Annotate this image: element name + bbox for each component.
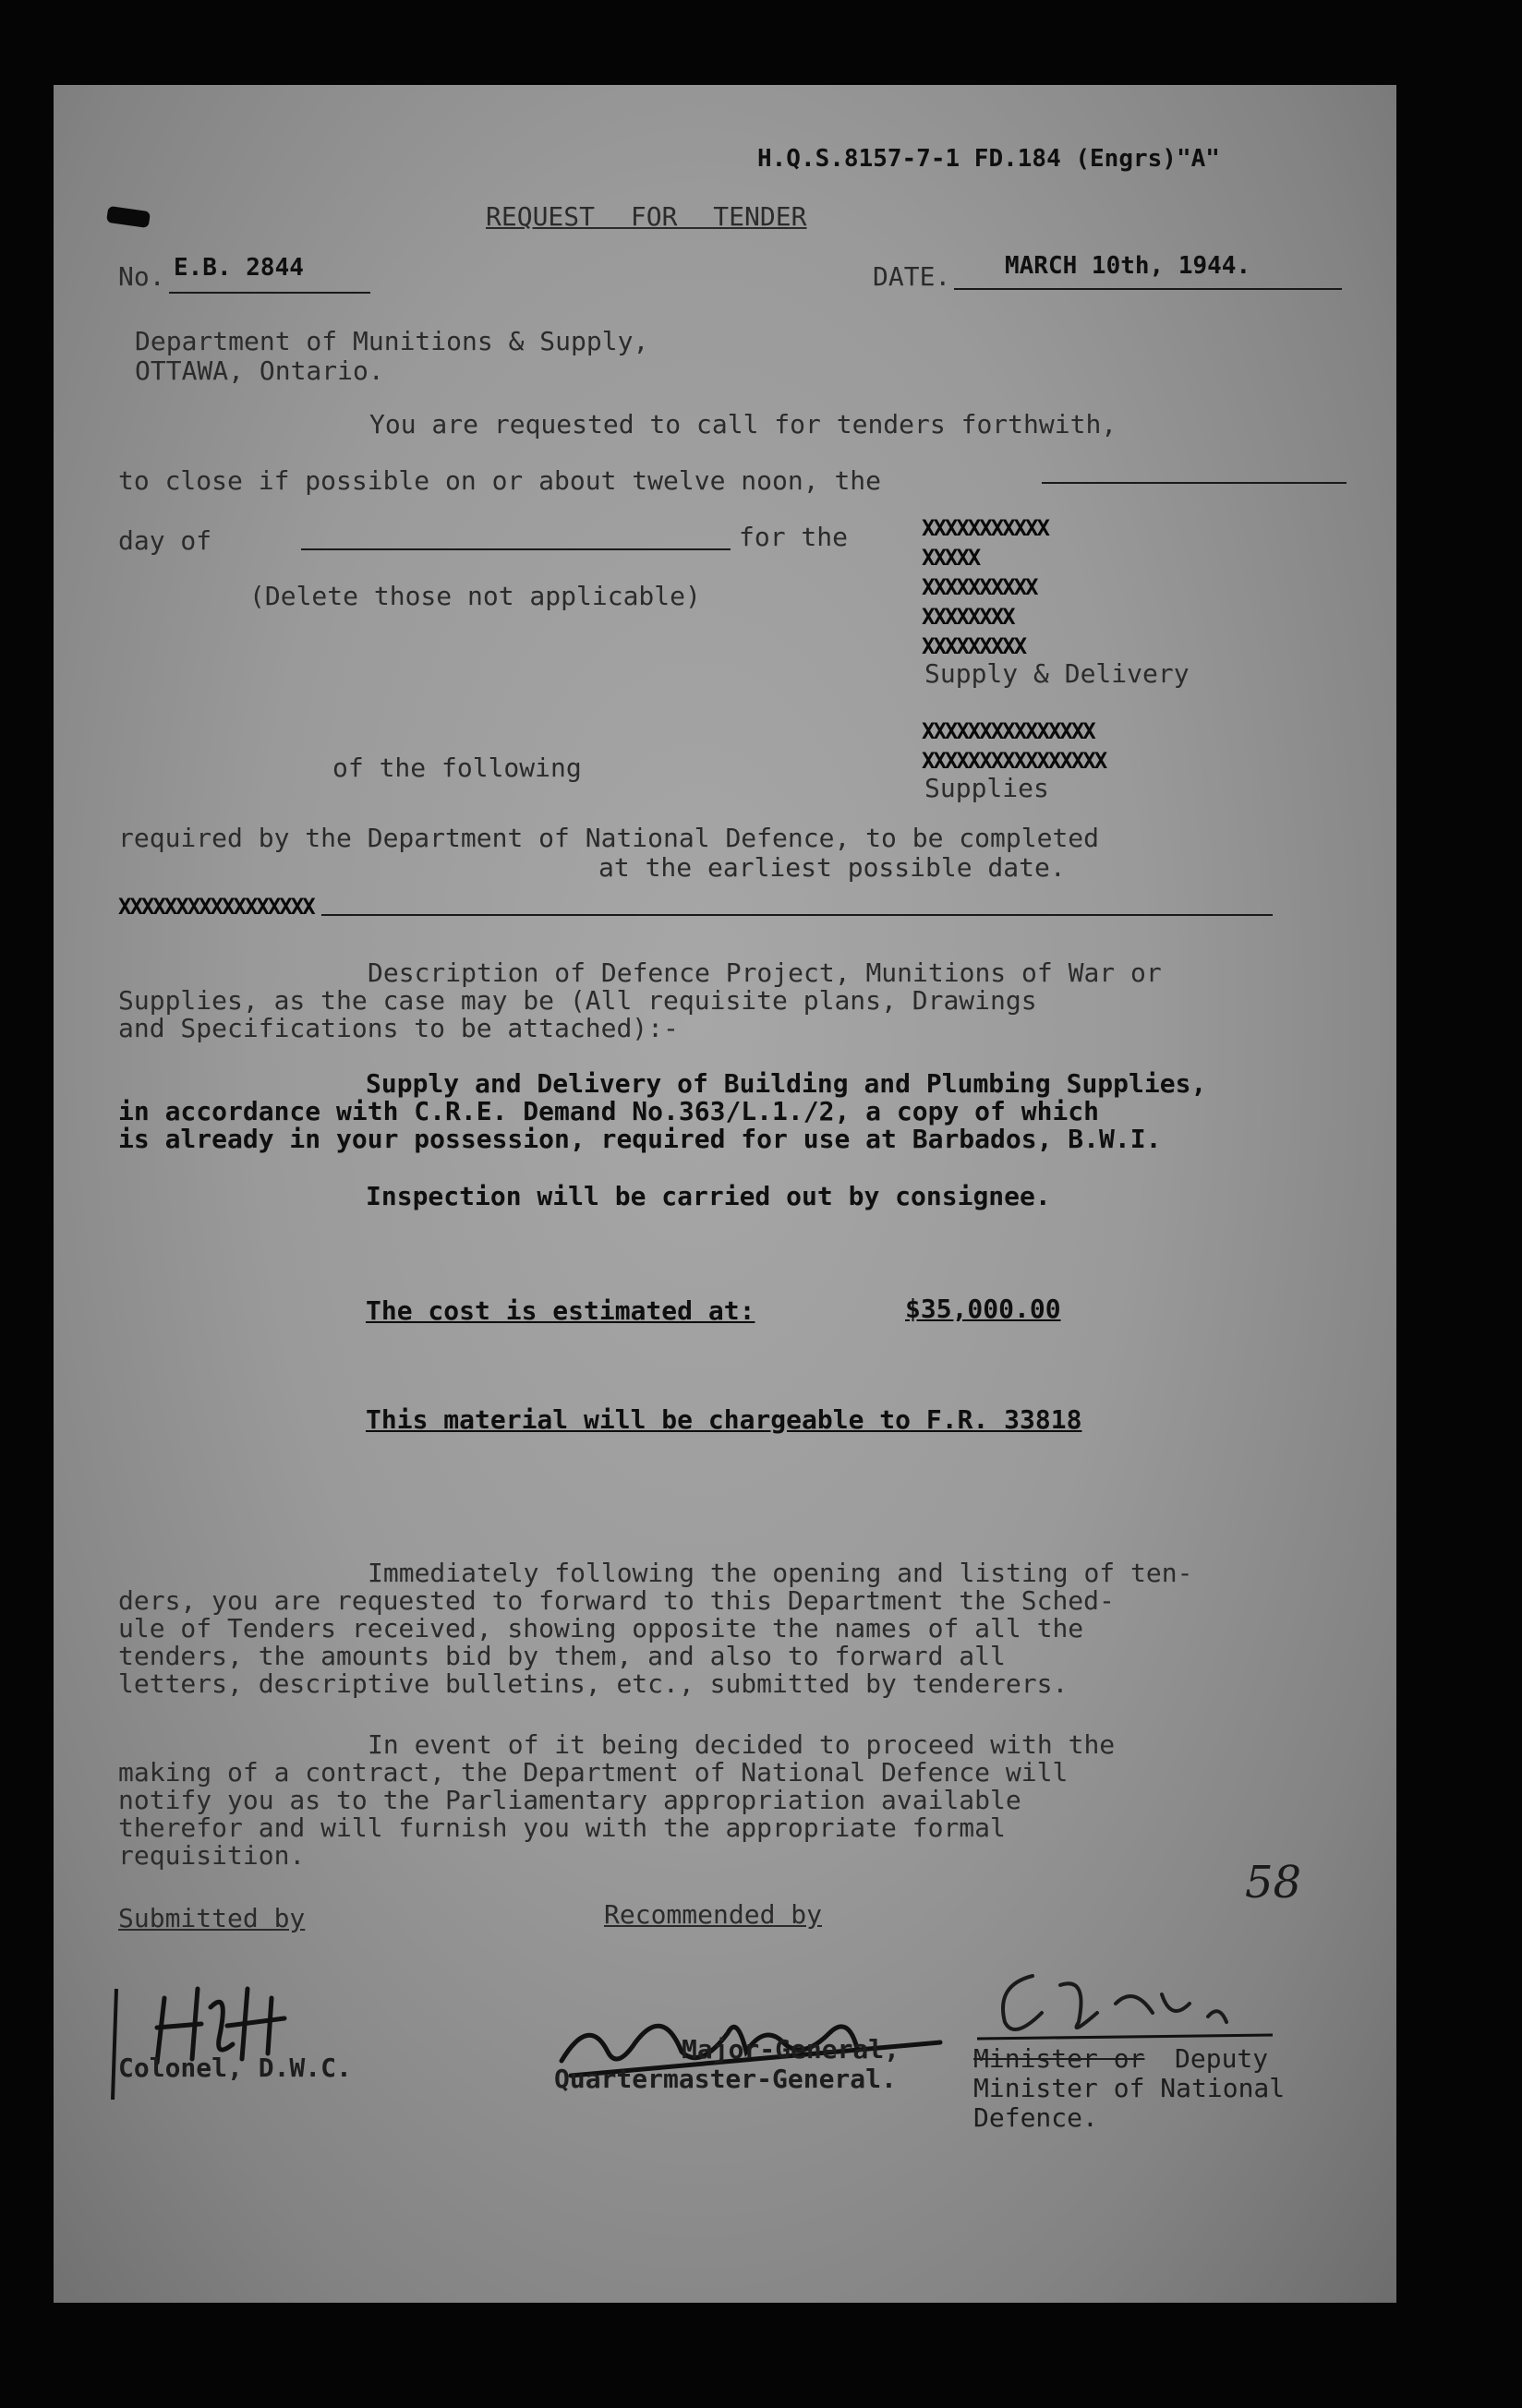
required-by-line-2: at the earliest possible date.: [598, 852, 1066, 883]
struck-option-7: XXXXXXXXXXXXXXXX: [922, 748, 1106, 774]
date-underline: [954, 288, 1342, 290]
signature-deputy-minister: [977, 1948, 1273, 2050]
event-para-line-1: In event of it being decided to proceed with the: [368, 1729, 1116, 1760]
delete-note: (Delete those not applicable): [249, 581, 701, 611]
following-para-line-5: letters, descriptive bulletins, etc., submitted by tenderers.: [118, 1668, 1069, 1699]
intro-line-2: to close if possible on or about twelve noon, the: [118, 465, 882, 496]
recommended-by-label: Recommended by: [604, 1899, 823, 1930]
description-body-line-2: in accordance with C.R.E. Demand No.363/L.1./2, a copy of which: [118, 1096, 1100, 1126]
signer3-title-line-2: Minister of National: [973, 2073, 1286, 2103]
punch-hole-mark: [106, 206, 151, 228]
addressee-line-2: OTTAWA, Ontario.: [135, 355, 384, 386]
date-label: DATE.: [873, 261, 951, 292]
signer3-title-line-1: Deputy: [1175, 2043, 1269, 2074]
of-the-following-label: of the following: [332, 752, 582, 783]
intro-line-1: You are requested to call for tenders forthwith,: [369, 409, 1117, 439]
description-intro-line-2: Supplies, as the case may be (All requisite plans, Drawings: [118, 985, 1037, 1016]
following-para-line-2: ders, you are requested to forward to this Department the Sched-: [118, 1585, 1115, 1616]
cost-label: The cost is estimated at:: [366, 1295, 755, 1326]
number-label: No.: [118, 261, 165, 292]
signer3-struck-title: Minister or: [973, 2043, 1145, 2074]
supplies-option: Supplies: [924, 773, 1049, 803]
event-para-line-3: notify you as to the Parliamentary appropriation available: [118, 1785, 1021, 1815]
number-value: E.B. 2844: [174, 254, 304, 282]
struck-option-2: XXXXX: [922, 545, 980, 571]
struck-option-3: XXXXXXXXXX: [922, 574, 1037, 600]
description-body-line-3: is already in your possession, required for use at Barbados, B.W.I.: [118, 1124, 1162, 1154]
signer1-title: Colonel, D.W.C.: [118, 2053, 352, 2083]
struck-option-1: XXXXXXXXXXX: [922, 515, 1048, 541]
close-day-blank: [1042, 482, 1347, 484]
event-para-line-5: requisition.: [118, 1840, 306, 1871]
struck-option-6: XXXXXXXXXXXXXXX: [922, 718, 1094, 744]
date-value: MARCH 10th, 1944.: [1005, 252, 1251, 280]
description-intro-line-3: and Specifications to be attached):-: [118, 1013, 679, 1043]
submitted-by-label: Submitted by: [118, 1903, 306, 1933]
handwritten-page-number: 58: [1245, 1857, 1302, 1908]
for-the-label: for the: [739, 522, 849, 552]
description-intro-line-1: Description of Defence Project, Munitions of War or: [368, 957, 1162, 988]
completion-underline: [321, 914, 1273, 916]
number-underline: [169, 292, 370, 294]
chargeable-note: This material will be chargeable to F.R. 33818: [366, 1404, 1082, 1435]
following-para-line-1: Immediately following the opening and listing of ten-: [368, 1558, 1193, 1588]
file-reference: H.Q.S.8157-7-1 FD.184 (Engrs)"A": [757, 145, 1220, 173]
struck-option-4: XXXXXXXX: [922, 604, 1014, 630]
event-para-line-2: making of a contract, the Department of National Defence will: [118, 1757, 1069, 1788]
document-title: REQUEST FOR TENDER: [486, 201, 807, 232]
struck-completion-line: XXXXXXXXXXXXXXXXX: [118, 894, 314, 920]
required-by-line-1: required by the Department of National Defence, to be completed: [118, 823, 1100, 853]
addressee-line-1: Department of Munitions & Supply,: [135, 326, 649, 356]
supply-delivery-option: Supply & Delivery: [924, 658, 1190, 689]
signer3-title-line-3: Defence.: [973, 2102, 1098, 2133]
description-body-line-1: Supply and Delivery of Building and Plumbing Supplies,: [366, 1068, 1207, 1099]
day-of-label: day of: [118, 525, 212, 556]
signer2-title-line-1: Major-General,: [682, 2034, 900, 2065]
following-para-line-3: ule of Tenders received, showing opposite the names of all the: [118, 1613, 1084, 1643]
day-of-blank: [301, 548, 731, 550]
document-page: [54, 85, 1396, 2303]
cost-value: $35,000.00: [905, 1294, 1061, 1324]
event-para-line-4: therefor and will furnish you with the appropriate formal: [118, 1812, 1006, 1843]
following-para-line-4: tenders, the amounts bid by them, and also to forward all: [118, 1641, 1006, 1671]
struck-option-5: XXXXXXXXX: [922, 633, 1026, 659]
signer2-title-line-2: Quartermaster-General.: [554, 2064, 897, 2094]
inspection-note: Inspection will be carried out by consignee.: [366, 1181, 1051, 1211]
